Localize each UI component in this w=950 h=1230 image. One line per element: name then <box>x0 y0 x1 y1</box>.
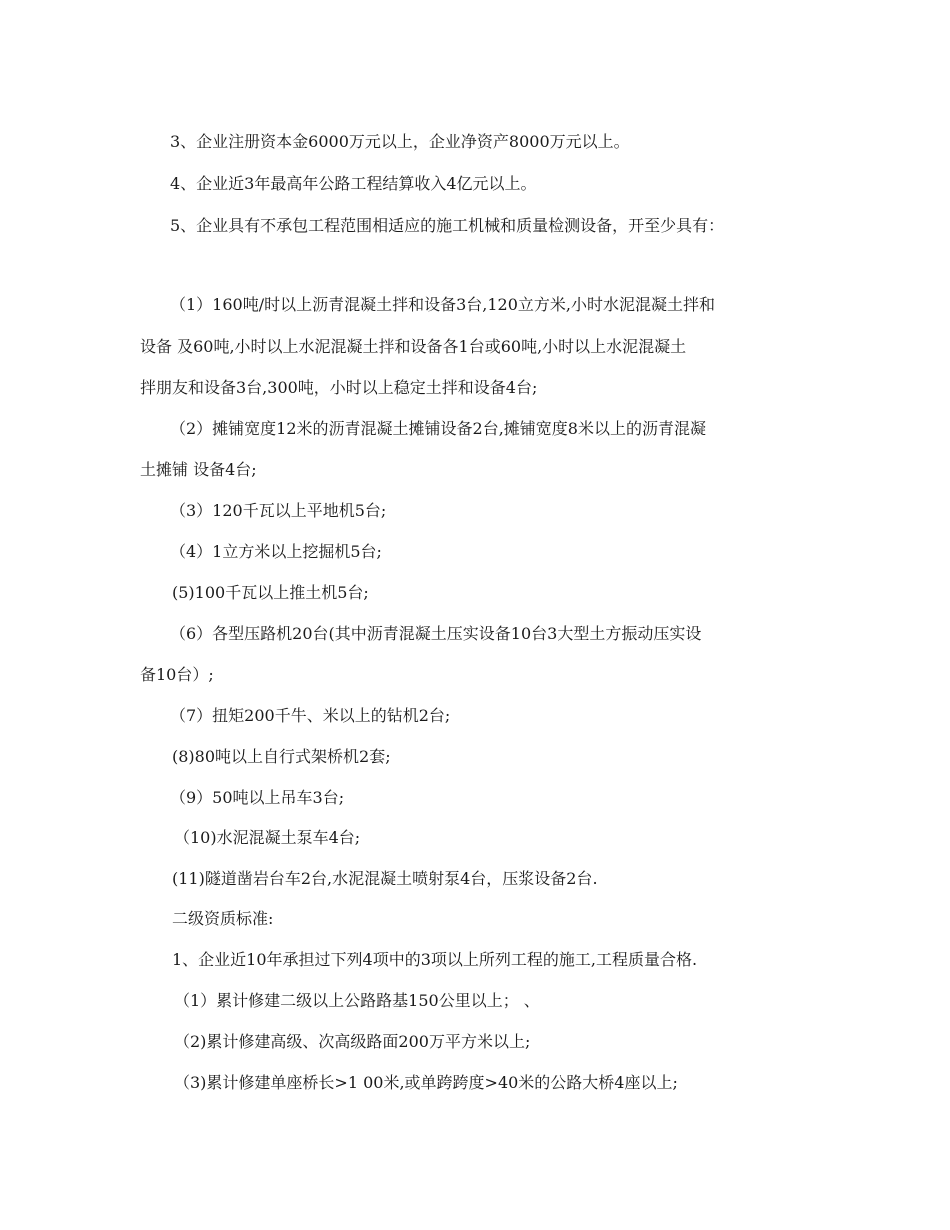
item-1-line-1: （1）160吨/时以上沥青混凝土拌和设备3台,120立方米,小时水泥混凝土拌和 <box>170 295 716 314</box>
item-7: （7）扭矩200千牛、米以上的钻机2台; <box>170 706 451 725</box>
item-2-line-1: （2）摊铺宽度12米的沥青混凝土摊铺设备2台,摊铺宽度8米以上的沥青混凝 <box>170 419 706 438</box>
item-6-line-1: （6）各型压路机20台(其中沥青混凝土压实设备10台3大型土方振动压实设 <box>170 624 702 643</box>
paragraph-equipment-intro: 5、企业具有不承包工程范围相适应的施工机械和质量检测设备，开至少具有： <box>170 216 725 235</box>
subitem-2: （2)累计修建高级、次高级路面200万平方米以上; <box>174 1032 531 1051</box>
item-10: （10)水泥混凝土泵车4台; <box>174 828 361 847</box>
item-2-line-2: 土摊铺 设备4台; <box>140 460 257 479</box>
item-1-line-3: 拌朋友和设备3台,300吨，小时以上稳定土拌和设备4台; <box>140 378 538 397</box>
subitem-3: （3)累计修建单座桥长>1 00米,或单跨跨度>40米的公路大桥4座以上; <box>174 1073 678 1092</box>
subitem-1: （1）累计修建二级以上公路路基150公里以上； 、 <box>174 991 540 1010</box>
paragraph-registered-capital: 3、企业注册资本金6000万元以上，企业净资产8000万元以上。 <box>170 132 630 151</box>
paragraph-settlement-income: 4、企业近3年最高年公路工程结算收入4亿元以上。 <box>170 174 537 193</box>
item-8: (8)80吨以上自行式架桥机2套; <box>172 747 391 766</box>
item-5: (5)100千瓦以上推土机5台; <box>172 583 369 602</box>
paragraph-10-year-projects: 1、企业近10年承担过下列4项中的3项以上所列工程的施工,工程质量合格. <box>172 950 698 969</box>
item-1-line-2: 设备 及60吨,小时以上水泥混凝土拌和设备各1台或60吨,小时以上水泥混凝土 <box>140 337 687 356</box>
item-4: （4）1立方米以上挖掘机5台; <box>170 542 382 561</box>
item-9: （9）50吨以上吊车3台; <box>170 788 345 807</box>
section-heading-level-2: 二级资质标准: <box>172 909 274 928</box>
item-11: (11)隧道凿岩台车2台,水泥混凝土喷射泵4台，压浆设备2台. <box>172 869 598 888</box>
item-6-line-2: 备10台）; <box>140 665 214 684</box>
item-3: （3）120千瓦以上平地机5台; <box>170 501 387 520</box>
